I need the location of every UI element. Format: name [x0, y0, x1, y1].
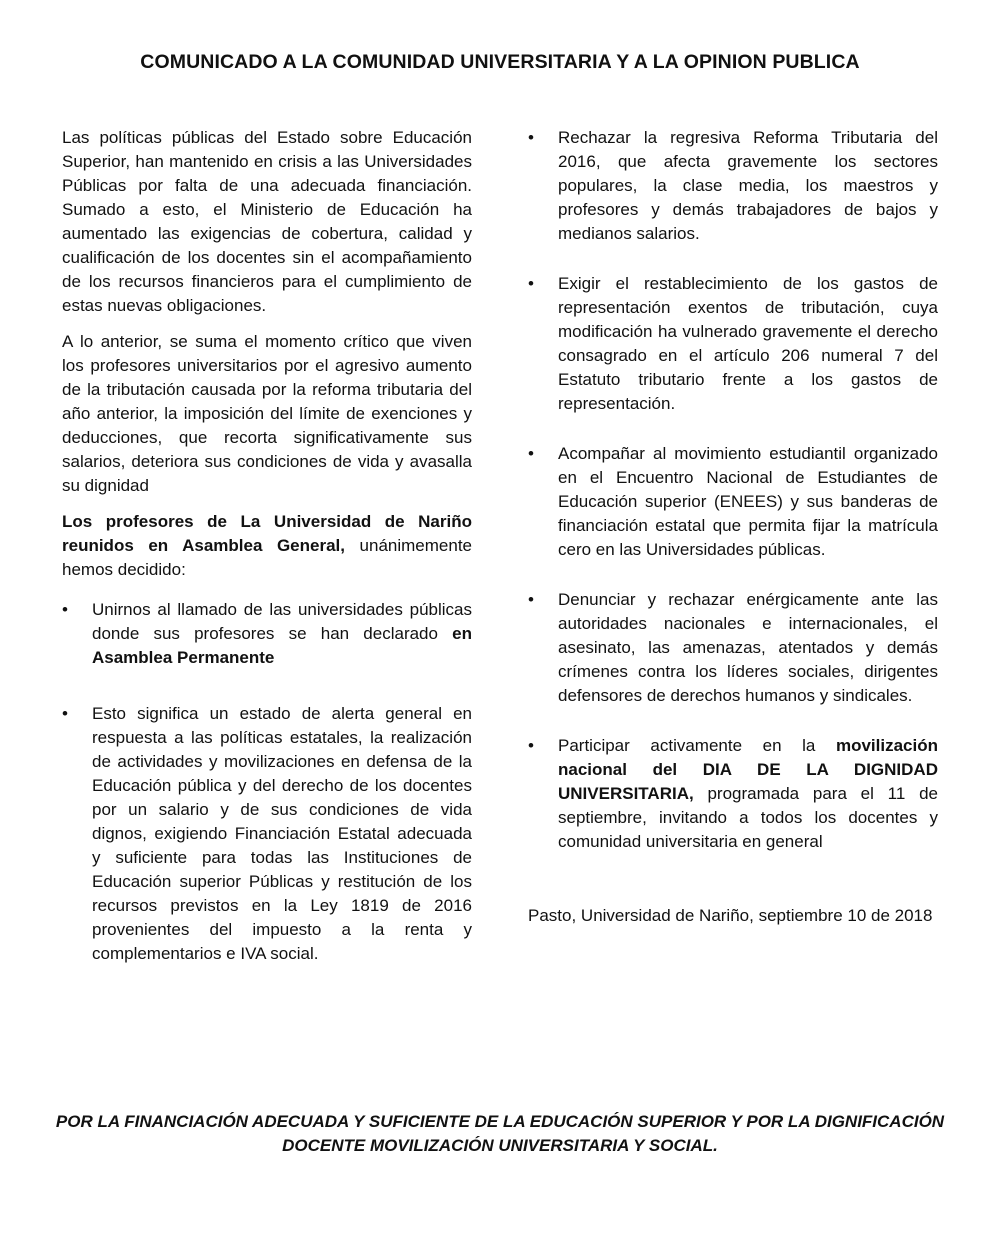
decision-bold-text: Los profesores de La Universidad de Nariño reunidos en Asamblea General,: [62, 512, 472, 555]
bullet-icon: •: [528, 444, 534, 463]
bullet-text: Unirnos al llamado de las universidades públicas donde sus profesores se han declarado: [92, 600, 472, 643]
bullet-text: Participar activamente en la: [558, 736, 836, 755]
list-item: [528, 442, 938, 562]
right-bullet-list: [528, 126, 938, 854]
bullet-icon: •: [528, 128, 534, 147]
list-item: [62, 598, 472, 670]
bullet-icon: •: [62, 704, 68, 723]
decision-paragraph: [62, 510, 472, 582]
bullet-text: Denunciar y rechazar enérgicamente ante las autoridades nacionales e internacionales, el asesinato, las amenazas, atentados y demás crímenes contra los líderes sociales, dirigentes defensores de derechos humanos y sindicales.: [558, 590, 938, 705]
bullet-text-end: programada para el 11 de septiembre, invitando a todos los docentes y comunidad universitaria en general: [558, 784, 938, 851]
list-item: [528, 272, 938, 416]
bullet-icon: •: [528, 736, 534, 755]
context-paragraph: A lo anterior, se suma el momento crítico que viven los profesores universitarios por el agresivo aumento de la tributación causada por la reforma tributaria del año anterior, la imposición del límite de exenciones y deducciones, que recorta significativamente sus salarios, deteriora sus condiciones de vida y avasalla su dignidad: [62, 332, 472, 495]
right-column: [528, 126, 938, 928]
bullet-text: Exigir el restablecimiento de los gastos de representación exentos de tributación, cuya modificación ha vulnerado gravemente el derecho consagrado en el artículo 206 numeral 7 del Estatuto tributario frente a los gastos de representación.: [558, 274, 938, 413]
footer-slogan: POR LA FINANCIACIÓN ADECUADA Y SUFICIENTE DE LA EDUCACIÓN SUPERIOR Y POR LA DIGNIFICACIÓN DOCENTE MOVILIZACIÓN UNIVERSITARIA Y SOCIAL.: [55, 1112, 945, 1155]
decision-rest-text: unánimemente hemos decidido:: [62, 536, 473, 579]
bullet-icon: •: [528, 274, 534, 293]
intro-paragraph: Las políticas públicas del Estado sobre Educación Superior, han mantenido en crisis a las Universidades Públicas por falta de una adecuada financiación. Sumado a esto, el Ministerio de Educación ha aumentado las exigencias de cobertura, calidad y cualificación de los docentes sin el acompañamiento de los recursos financieros para el cumplimiento de estas nuevas obligaciones.: [62, 128, 472, 315]
list-item: [62, 702, 472, 966]
list-item: [528, 126, 938, 246]
bullet-text: Acompañar al movimiento estudiantil organizado en el Encuentro Nacional de Estudiantes de Educación superior (ENEES) y sus banderas de financiación estatal que permita fijar la matrícula cero en las Universidades públicas.: [558, 444, 938, 559]
bullet-icon: •: [528, 590, 534, 609]
list-item: [528, 734, 938, 854]
document-title: COMUNICADO A LA COMUNIDAD UNIVERSITARIA Y A LA OPINION PUBLICA: [140, 51, 860, 73]
bullet-bold-text: movilización nacional del DIA DE LA DIGNIDAD UNIVERSITARIA,: [558, 736, 938, 803]
left-bullet-list: [62, 598, 472, 966]
signature-line: Pasto, Universidad de Nariño, septiembre 10 de 2018: [528, 906, 933, 925]
left-column: [62, 126, 472, 966]
bullet-text: Esto significa un estado de alerta general en respuesta a las políticas estatales, la realización de actividades y movilizaciones en defensa de la Educación pública y del derecho de los docentes por un salario y de sus condiciones de vida dignos, exigiendo Financiación Estatal adecuada y suficiente para todas las Instituciones de Educación superior Públicas y restitución de los recursos previstos en la Ley 1819 de 2016 provenientes del impuesto a la renta y complementarios e IVA social.: [92, 704, 472, 963]
list-item: [528, 588, 938, 708]
bullet-bold-text: en Asamblea Permanente: [92, 624, 472, 667]
bullet-text: Rechazar la regresiva Reforma Tributaria del 2016, que afecta gravemente los sectores populares, la clase media, los maestros y profesores y demás trabajadores de bajos y medianos salarios.: [558, 128, 938, 243]
bullet-icon: •: [62, 600, 68, 619]
